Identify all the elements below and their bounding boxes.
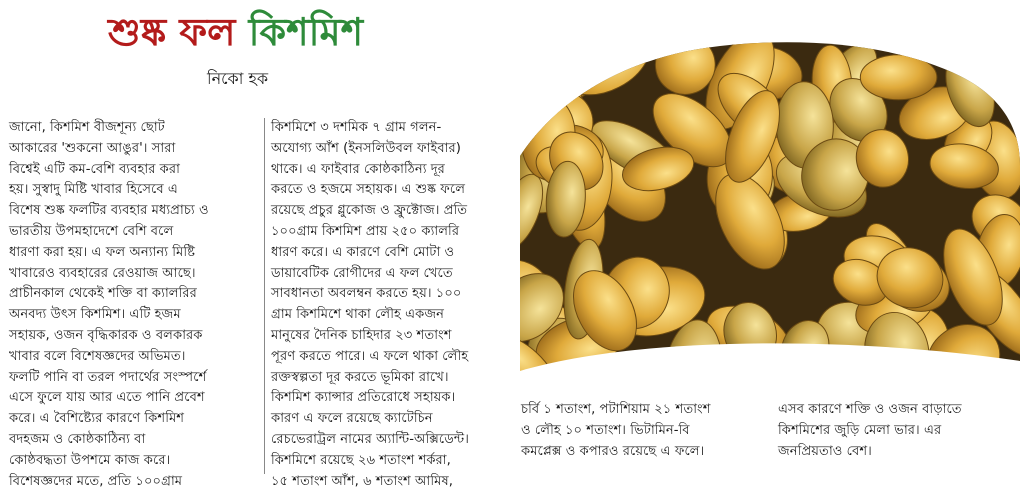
raisin (860, 55, 937, 100)
article-column-1: জানো, কিশমিশ বীজশূন্য ছোট আকারের 'শুকনো আঙুর'। সারা বিশ্বেই এটি কম-বেশি ব্যবহার করা হয়। সুস্বাদু মিষ্টি খাবার হিসেবে এ বিশেষ শুষ্ক ফলটির ব্যবহার মধ্যপ্রাচ্য ও ভারতীয় উপমহাদেশে বেশি বলে ধারণা করা হয়। এ ফল অন্যান্য মিষ্টি খাবারেও ব্যবহারের রেওয়াজ আছে। প্রাচীনকাল থেকেই শক্তি বা ক্যালরির অনবদ্য উৎস কিশমিশ। এটি হজম সহায়ক, ওজন বৃদ্ধিকারক ও বলকারক খাবার বলে বিশেষজ্ঞদের অভিমত। ফলটি পানি বা তরল পদার্থের সংস্পর্শে এসে ফুলে যায় আর এতে পানি প্রবেশ করে। এ বৈশিষ্ট্যের কারণে কিশমিশ বদহজম ও কোষ্ঠকাঠিন্য বা কোষ্ঠবদ্ধতা উপশমে কাজ করে। বিশেষজ্ঞদের মতে, প্রতি ১০০গ্রাম (9, 120, 209, 489)
article-column-2: কিশমিশে ৩ দশমিক ৭ গ্রাম গলন- অযোগ্য আঁশ (ইনসলিউবল ফাইবার) থাকে। এ ফাইবার কোষ্ঠকাঠিন্য দূর করতে ও হজমে সহায়ক। এ শুষ্ক ফলে রয়েছে প্রচুর গ্লুকোজ ও ফ্রুক্টোজ। প্রতি ১০০গ্রাম কিশমিশ প্রায় ২৫০ ক্যালরি ধারণ করে। এ কারণে বেশি মোটা ও ডায়াবেটিক রোগীদের এ ফল খেতে সাবধানতা অবলম্বন করতে হয়। ১০০ গ্রাম কিশমিশে থাকা লৌহ একজন মানুষের দৈনিক চাহিদার ২৩ শতাংশ পূরণ করতে পারে। এ ফলে থাকা লৌহ রক্তস্বল্পতা দূর করতে ভূমিকা রাখে। কিশমিশ ক্যান্সার প্রতিরোধে সহায়ক। কারণ এ ফলে রয়েছে ক্যাটেচিন রেচভেরাট্রল নামের অ্যান্টি-অক্সিডেন্ট। কিশমিশে রয়েছে ২৬ শতাংশ শর্করা, ১৫ শতাংশ আঁশ, ৬ শতাংশ আমিষ, (264, 118, 523, 474)
article-column-3: চর্বি ১ শতাংশ, পটাশিয়াম ২১ শতাংশ ও লৌহ ১০ শতাংশ। ভিটামিন-বি কমপ্লেক্স ও কপারও রয়েছে এ ফলে। (521, 402, 711, 459)
raisins-illustration (520, 36, 1020, 381)
headline (108, 12, 363, 54)
byline: নিকো হক (207, 69, 269, 88)
headline-part-dry-fruit: শুষ্ক ফল (108, 10, 236, 54)
article-column-4: এসব কারণে শক্তি ও ওজন বাড়াতে কিশমিশের জুড়ি মেলা ভার। এর জনপ্রিয়তাও বেশ। (778, 402, 962, 459)
headline-part-raisin: কিশমিশ (248, 10, 364, 54)
raisins-photo (520, 36, 1020, 381)
